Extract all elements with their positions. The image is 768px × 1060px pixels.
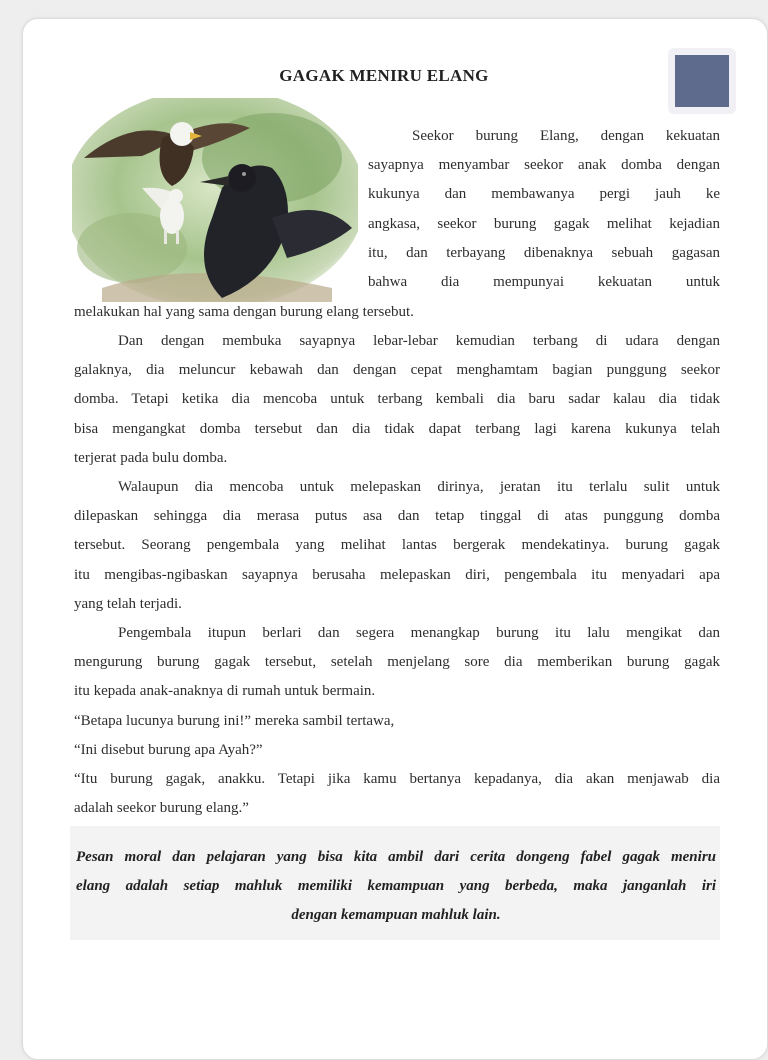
closing-line: “Itu burung gagak, anakku. Tetapi jika kamu bertanya kepadanya, dia akan menjawab dia [74, 770, 720, 787]
paragraph-line: Pengembala itupun berlari dan segera menangkap burung itu lalu mengikat dan [118, 625, 720, 641]
paragraph-3 [74, 473, 720, 619]
intro-line: angkasa, seekor burung gagak melihat kejadian [368, 215, 720, 232]
paragraph-line: bisa mengangkat domba tersebut dan dia tidak dapat terbang lagi karena kukunya telah [74, 420, 720, 437]
moral-line: dengan kemampuan mahluk lain. [291, 907, 501, 924]
paragraph-line: tersebut. Seorang pengembala yang melihat lantas bergerak mendekatinya. burung gagak [74, 537, 720, 554]
story-illustration [72, 98, 358, 302]
paragraph-line: domba. Tetapi ketika dia mencoba untuk terbang kembali dia baru sadar kalau dia tidak [74, 391, 720, 408]
intro-line: bahwa dia mempunyai kekuatan untuk [368, 273, 720, 290]
paragraph-4 [74, 619, 720, 823]
paragraph-line: itu mengibas-ngibaskan sayapnya berusaha melepaskan diri, pengembala itu menyadari apa [74, 566, 720, 583]
paragraph-line: mengurung burung gagak tersebut, setelah menjelang sore dia memberikan burung gagak [74, 654, 720, 671]
intro-line: sayapnya menyambar seekor anak domba dengan [368, 157, 720, 174]
paragraph-line: Walaupun dia mencoba untuk melepaskan dirinya, jeratan itu terlalu sulit untuk [118, 479, 720, 495]
moral-line: elang adalah setiap mahluk memiliki kemampuan yang berbeda, maka janganlah iri [76, 878, 716, 895]
paragraph-line: itu kepada anak-anaknya di rumah untuk bermain. [74, 683, 376, 700]
moral-box [70, 826, 720, 940]
moral-line: Pesan moral dan pelajaran yang bisa kita ambil dari cerita dongeng fabel gagak meniru [76, 849, 716, 865]
closing-line: adalah seekor burung elang.” [74, 800, 249, 817]
moral-text [76, 842, 716, 930]
intro-line: itu, dan terbayang dibenaknya sebuah gagasan [368, 244, 720, 261]
intro-line: Seekor burung Elang, dengan kekuatan [412, 128, 720, 144]
intro-continuation [74, 298, 720, 327]
intro-line: kukunya dan membawanya pergi jauh ke [368, 186, 720, 203]
dialogue-line: “Betapa lucunya burung ini!” mereka sambil tertawa, [74, 712, 395, 729]
page-title: GAGAK MENIRU ELANG [279, 66, 489, 85]
paragraph-2 [74, 327, 720, 473]
paragraph-line: terjerat pada bulu domba. [74, 449, 228, 466]
intro-continuation-line: melakukan hal yang sama dengan burung elang tersebut. [74, 304, 414, 320]
paragraph-line: galaknya, dia meluncur kebawah dan dengan cepat menghamtam bagian punggung seekor [74, 362, 720, 379]
dialogue-line: “Ini disebut burung apa Ayah?” [74, 741, 263, 758]
paragraph-line: dilepaskan sehingga dia merasa putus asa dan tetap tinggal di atas punggung domba [74, 508, 720, 525]
intro-wrapped-text [368, 122, 720, 297]
paragraph-line: Dan dengan membuka sayapnya lebar-lebar kemudian terbang di udara dengan [118, 333, 720, 349]
paragraph-line: yang telah terjadi. [74, 595, 182, 612]
